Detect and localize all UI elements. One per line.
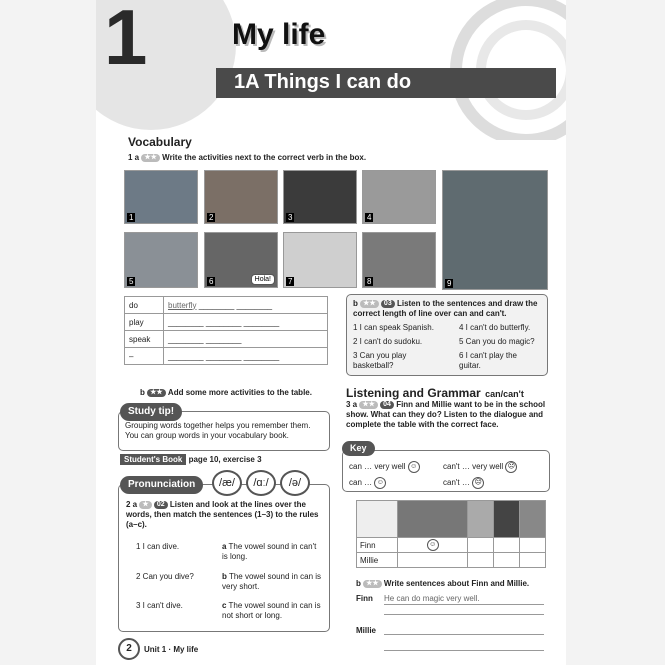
vocabulary-heading: Vocabulary [128, 135, 192, 149]
student-book-ref: Student's Book page 10, exercise 3 [120, 455, 262, 465]
q1b-listen-box [346, 294, 548, 376]
table-row: speak ________ ________ [125, 331, 328, 348]
rule-b: b The vowel sound in can is very short. [222, 572, 322, 591]
pronunciation-label: Pronunciation [120, 476, 203, 494]
q2a-instruction: 2 a ★ 02 Listen and look at the lines over the words, then match the sentences (1–3) to the rules (a–c). [126, 500, 319, 529]
finn-label: Finn [356, 594, 373, 603]
table-row: Finn ☺ [357, 538, 546, 553]
q1a-number: 1 a [128, 153, 140, 162]
key-box [342, 450, 550, 492]
finn-example[interactable]: He can do magic very well. [384, 594, 544, 605]
table-row: Millie [357, 553, 546, 568]
rule-a: a The vowel sound in can't is long. [222, 542, 317, 561]
difficulty-badge: ★★ [141, 154, 160, 163]
photo-gymnastics: 3 [283, 170, 357, 224]
key-cant: can't … ☹ [443, 477, 484, 489]
listen-item-5: 5 Can you do magic? [459, 337, 535, 346]
table-row: do butterfly ________ ________ [125, 297, 328, 314]
page-subtitle: 1A Things I can do [234, 71, 412, 93]
verb-table [124, 296, 328, 365]
listen-item-3: 3 Can you play basketball? [353, 351, 407, 370]
sentence-2: 2 Can you dive? [136, 572, 194, 581]
face-table [356, 500, 546, 568]
photo-guitar: 8 [362, 232, 436, 288]
answer-line[interactable] [384, 614, 544, 615]
key-can: can … ☺ [349, 477, 386, 489]
sentence-1: 1 I can dive. [136, 542, 180, 551]
very-happy-face-icon: ☺ [408, 461, 420, 473]
answer-line[interactable] [384, 650, 544, 651]
photo-diving: 9 [442, 170, 548, 290]
listen-item-4: 4 I can't do butterfly. [459, 323, 531, 332]
very-happy-face-icon: ☺ [427, 539, 439, 551]
photo-swimming: 1 [124, 170, 198, 224]
photo-dancing: 4 [362, 170, 436, 224]
listen-item-2: 2 I can't do sudoku. [353, 337, 423, 346]
ipa-schwa: /ə/ [280, 470, 310, 496]
speech-bubble: Hola! [251, 274, 275, 285]
q1b-listen-instruction: b ★★ 03 Listen to the sentences and draw the correct length of line over can and can't. [353, 299, 538, 318]
key-cant-very-well: can't … very well ☹ [443, 461, 517, 473]
photo-sudoku: 7 [283, 232, 357, 288]
listen-item-1: 1 I can speak Spanish. [353, 323, 434, 332]
photo-speaking: 6 Hola! [204, 232, 278, 288]
activity-photo-magic [398, 501, 468, 538]
q1b-instruction: b ★★ Add some more activities to the table. [140, 388, 312, 397]
table-row [357, 501, 546, 538]
very-sad-face-icon: ☹ [472, 477, 484, 489]
ipa-ae: /æ/ [212, 470, 242, 496]
photo-basketball: 5 [124, 232, 198, 288]
q3b-instruction: b ★★ Write sentences about Finn and Millie. [356, 579, 530, 588]
activity-photo-dance [468, 501, 494, 538]
photo-magic: 2 [204, 170, 278, 224]
happy-face-icon: ☺ [374, 477, 386, 489]
key-label: Key [342, 441, 375, 456]
footer-text: Unit 1 · My life [144, 645, 199, 654]
sad-face-icon: ☹ [505, 461, 517, 473]
workbook-page [96, 0, 566, 665]
sentence-3: 3 I can't dive. [136, 601, 183, 610]
key-can-very-well: can … very well ☺ [349, 461, 420, 473]
q3a-instruction: 3 a ★★ 04 Finn and Millie want to be in the school show. What can they do? Listen to the dialogue and complete the table with the correct face. [346, 400, 546, 429]
q1a-instruction [128, 153, 548, 163]
rule-c: c The vowel sound in can is not short or long. [222, 601, 321, 620]
activity-photo-singing [520, 501, 546, 538]
unit-number: 1 [104, 0, 148, 81]
activity-photo-piano [494, 501, 520, 538]
answer-line[interactable] [384, 634, 544, 635]
page-number: 2 [118, 638, 140, 660]
page-title: My life [232, 18, 326, 51]
study-tip-label: Study tip! [120, 403, 182, 421]
listening-heading: Listening and Grammar can/can't [346, 386, 524, 400]
study-tip-text: Grouping words together helps you remember them. You can group words in your vocabulary book. [125, 421, 311, 440]
q1a-text: Write the activities next to the correct verb in the box. [162, 153, 367, 162]
listen-item-6: 6 I can't play the guitar. [459, 351, 518, 370]
table-row: play ________ ________ ________ [125, 314, 328, 331]
millie-label: Millie [356, 626, 377, 635]
ipa-a-long: /ɑː/ [246, 470, 276, 496]
table-row: – ________ ________ ________ [125, 348, 328, 365]
